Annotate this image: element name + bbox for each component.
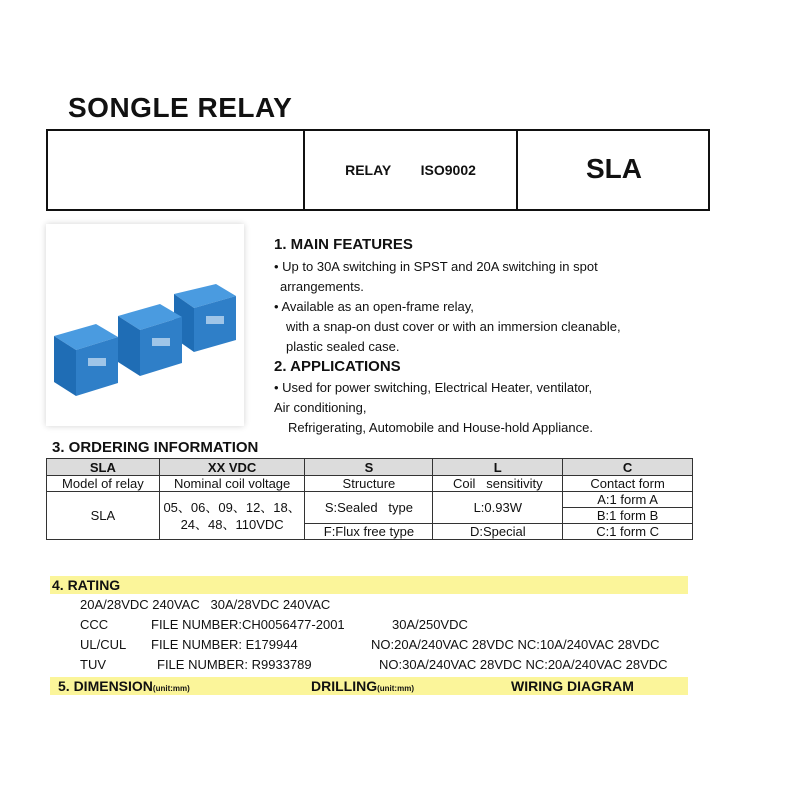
code-sensitivity: L [433,459,563,476]
relay-photo [46,224,244,426]
features-line: • Available as an open-frame relay, [274,299,474,314]
sensitivity-special: D:Special [433,524,563,540]
structure-flux-free: F:Flux free type [305,524,433,540]
model-value: SLA [47,492,160,540]
voltage-values [159,492,305,540]
voltage-line: 05、06、09、12、18、 [163,499,301,515]
contact-a: A:1 form A [563,492,693,508]
applications-line: Refrigerating, Automobile and House-hold Appliance. [288,420,593,435]
header-relay-iso: RELAY ISO9002 [345,162,476,178]
label-model: Model of relay [47,476,160,492]
label-contact: Contact form [563,476,693,492]
ordering-table [46,458,693,540]
rating-general: 20A/28VDC 240VAC 30A/28VDC 240VAC [80,597,331,612]
tuv-rating: NO:30A/240VAC 28VDC NC:20A/240VAC 28VDC [379,657,668,672]
applications-line: Air conditioning, [274,400,367,415]
voltage-line: 24、48、110VDC [180,516,284,532]
drilling-unit: (unit:mm) [377,684,414,693]
dimension-heading [58,678,190,694]
code-structure: S [305,459,433,476]
features-line: arrangements. [280,279,364,294]
ordering-heading: 3. ORDERING INFORMATION [52,439,259,456]
relay-illustration [46,224,244,426]
wiring-heading: WIRING DIAGRAM [511,678,634,694]
relay-1 [54,324,118,396]
code-contact: C [563,459,693,476]
contact-b: B:1 form B [563,508,693,524]
contact-c: C:1 form C [563,524,693,540]
tuv-label: TUV [80,657,106,672]
table-row [47,492,693,508]
ul-file-number: FILE NUMBER: E179944 [151,637,298,652]
tuv-file-number: FILE NUMBER: R9933789 [157,657,312,672]
applications-line: • Used for power switching, Electrical Heater, ventilator, [274,380,593,395]
applications-heading: 2. APPLICATIONS [274,358,401,375]
code-model: SLA [47,459,160,476]
dimension-label: 5. DIMENSION [58,678,153,694]
rating-highlight [50,576,688,594]
drilling-heading [311,678,414,694]
features-line: plastic sealed case. [286,339,400,354]
features-line: with a snap-on dust cover or with an immersion cleanable, [286,319,621,334]
ccc-label: CCC [80,617,109,632]
relay-3 [174,284,236,352]
rating-heading: 4. RATING [52,577,121,593]
relay-2 [118,304,182,376]
dimension-unit: (unit:mm) [152,684,190,693]
label-structure: Structure [305,476,433,492]
ccc-rating: 30A/250VDC [392,617,468,632]
structure-sealed: S:Sealed type [305,492,433,524]
header-model-code: SLA [586,153,642,184]
features-line: • Up to 30A switching in SPST and 20A switching in spot [274,259,598,274]
label-voltage: Nominal coil voltage [159,476,305,492]
ul-label: UL/CUL [80,637,127,652]
ccc-file-number: FILE NUMBER:CH0056477-2001 [151,617,345,632]
page-title: SONGLE RELAY [68,92,293,123]
label-sensitivity: Coil sensitivity [433,476,563,492]
code-voltage: XX VDC [159,459,305,476]
table-row [47,459,693,476]
drilling-label: DRILLING [311,678,378,694]
table-row [47,476,693,492]
sensitivity-standard: L:0.93W [433,492,563,524]
features-heading: 1. MAIN FEATURES [274,236,413,253]
ul-rating: NO:20A/240VAC 28VDC NC:10A/240VAC 28VDC [371,637,660,652]
